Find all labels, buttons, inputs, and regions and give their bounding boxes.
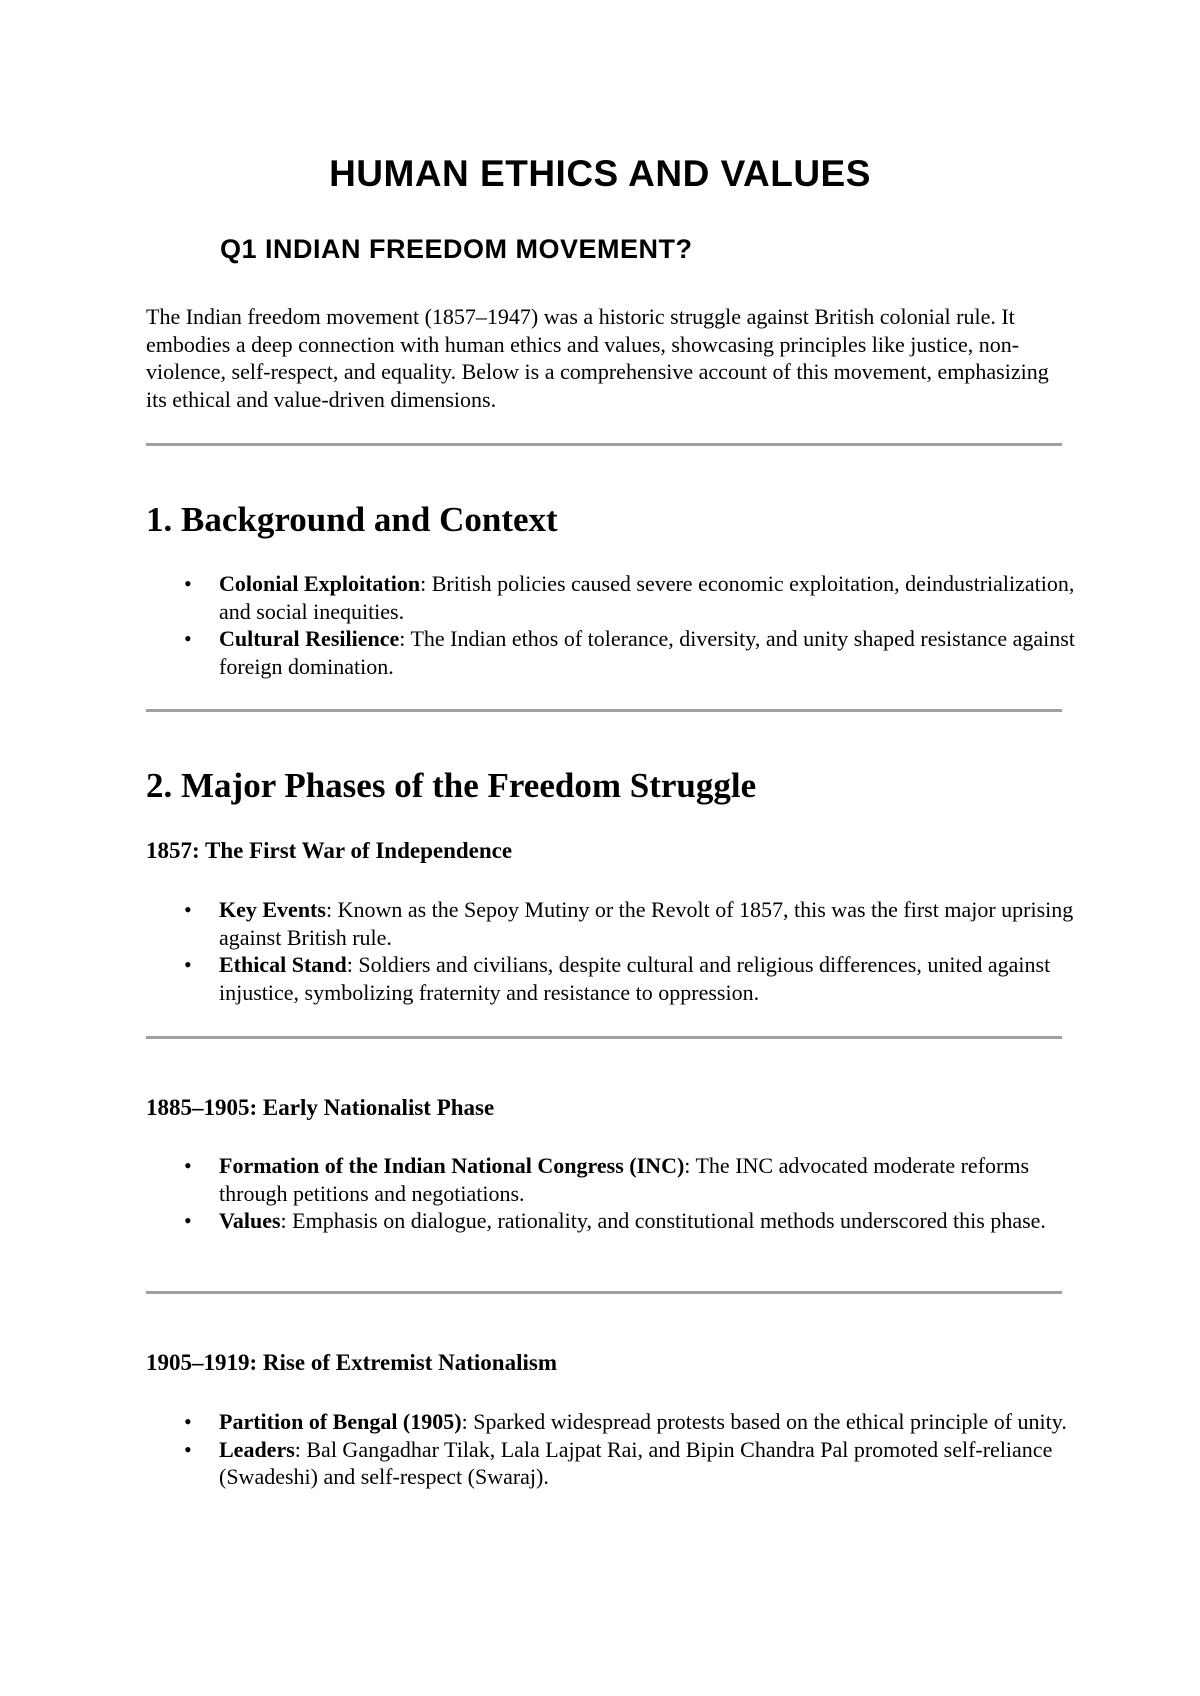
bullet-icon: • [184,571,192,596]
item-term: Cultural Resilience [219,626,400,651]
horizontal-rule [146,709,1062,712]
item-text: : Emphasis on dialogue, rationality, and constitutional methods underscored this phase. [280,1208,1046,1233]
phase-list [146,1152,1076,1235]
phase-heading: 1857: The First War of Independence [146,838,513,863]
phase-list [146,1408,1076,1491]
bullet-icon: • [184,1409,192,1434]
item-text: : Sparked widespread protests based on the ethical principle of unity. [461,1409,1067,1434]
horizontal-rule [146,443,1062,446]
phase-list [146,896,1076,1006]
bullet-icon: • [184,897,192,922]
section-1-list [146,570,1076,680]
item-term: Key Events [219,897,326,922]
list-item [146,1207,1076,1235]
list-item [146,625,1076,680]
list-item [146,570,1076,625]
horizontal-rule [146,1036,1062,1039]
item-text: : Known as the Sepoy Mutiny or the Revolt of 1857, this was the first major uprising against British rule. [219,897,1074,950]
list-item [146,951,1076,1006]
bullet-icon: • [184,1208,192,1233]
document-title: HUMAN ETHICS AND VALUES [329,153,871,194]
item-term: Formation of the Indian National Congress (INC) [219,1153,685,1178]
item-term: Leaders [219,1436,295,1462]
bullet-icon: • [184,626,192,651]
bullet-icon: • [184,1153,192,1178]
list-item [146,1436,1076,1491]
phase-heading: 1885–1905: Early Nationalist Phase [146,1095,495,1120]
item-text: : Bal Gangadhar Tilak, Lala Lajpat Rai, and Bipin Chandra Pal promoted self-reliance (Swadeshi) and self-respect (Swaraj). [219,1436,1053,1489]
item-term: Colonial Exploitation [219,571,421,596]
list-item [146,1152,1076,1207]
item-term: Values [219,1208,281,1233]
item-text: : British policies caused severe economic exploitation, deindustrialization, and social inequities. [219,571,1075,624]
list-item [146,1408,1076,1436]
item-text: : Soldiers and civilians, despite cultural and religious differences, united against injustice, symbolizing fraternity and resistance to oppression. [219,952,1051,1005]
item-term: Ethical Stand [219,952,347,977]
item-term: Partition of Bengal (1905) [219,1409,462,1434]
horizontal-rule [146,1291,1062,1294]
bullet-icon: • [184,952,192,977]
bullet-icon: • [184,1436,192,1462]
question-heading: Q1 INDIAN FREEDOM MOVEMENT? [220,234,693,264]
item-text: : The Indian ethos of tolerance, diversity, and unity shaped resistance against foreign domination. [219,626,1075,679]
section-2-heading: 2. Major Phases of the Freedom Struggle [146,766,757,805]
list-item [146,896,1076,951]
intro-paragraph: The Indian freedom movement (1857–1947) was a historic struggle against British colonial rule. It embodies a deep connection with human ethics and values, showcasing principles like justice, non-violence, self-respect, and equality. Below is a comprehensive account of this movement, emphasizing its ethical and value-driven dimensions. [146,304,1049,412]
section-1-heading: 1. Background and Context [146,500,558,539]
phase-heading: 1905–1919: Rise of Extremist Nationalism [146,1350,557,1375]
item-text: : The INC advocated moderate reforms through petitions and negotiations. [219,1153,1030,1206]
